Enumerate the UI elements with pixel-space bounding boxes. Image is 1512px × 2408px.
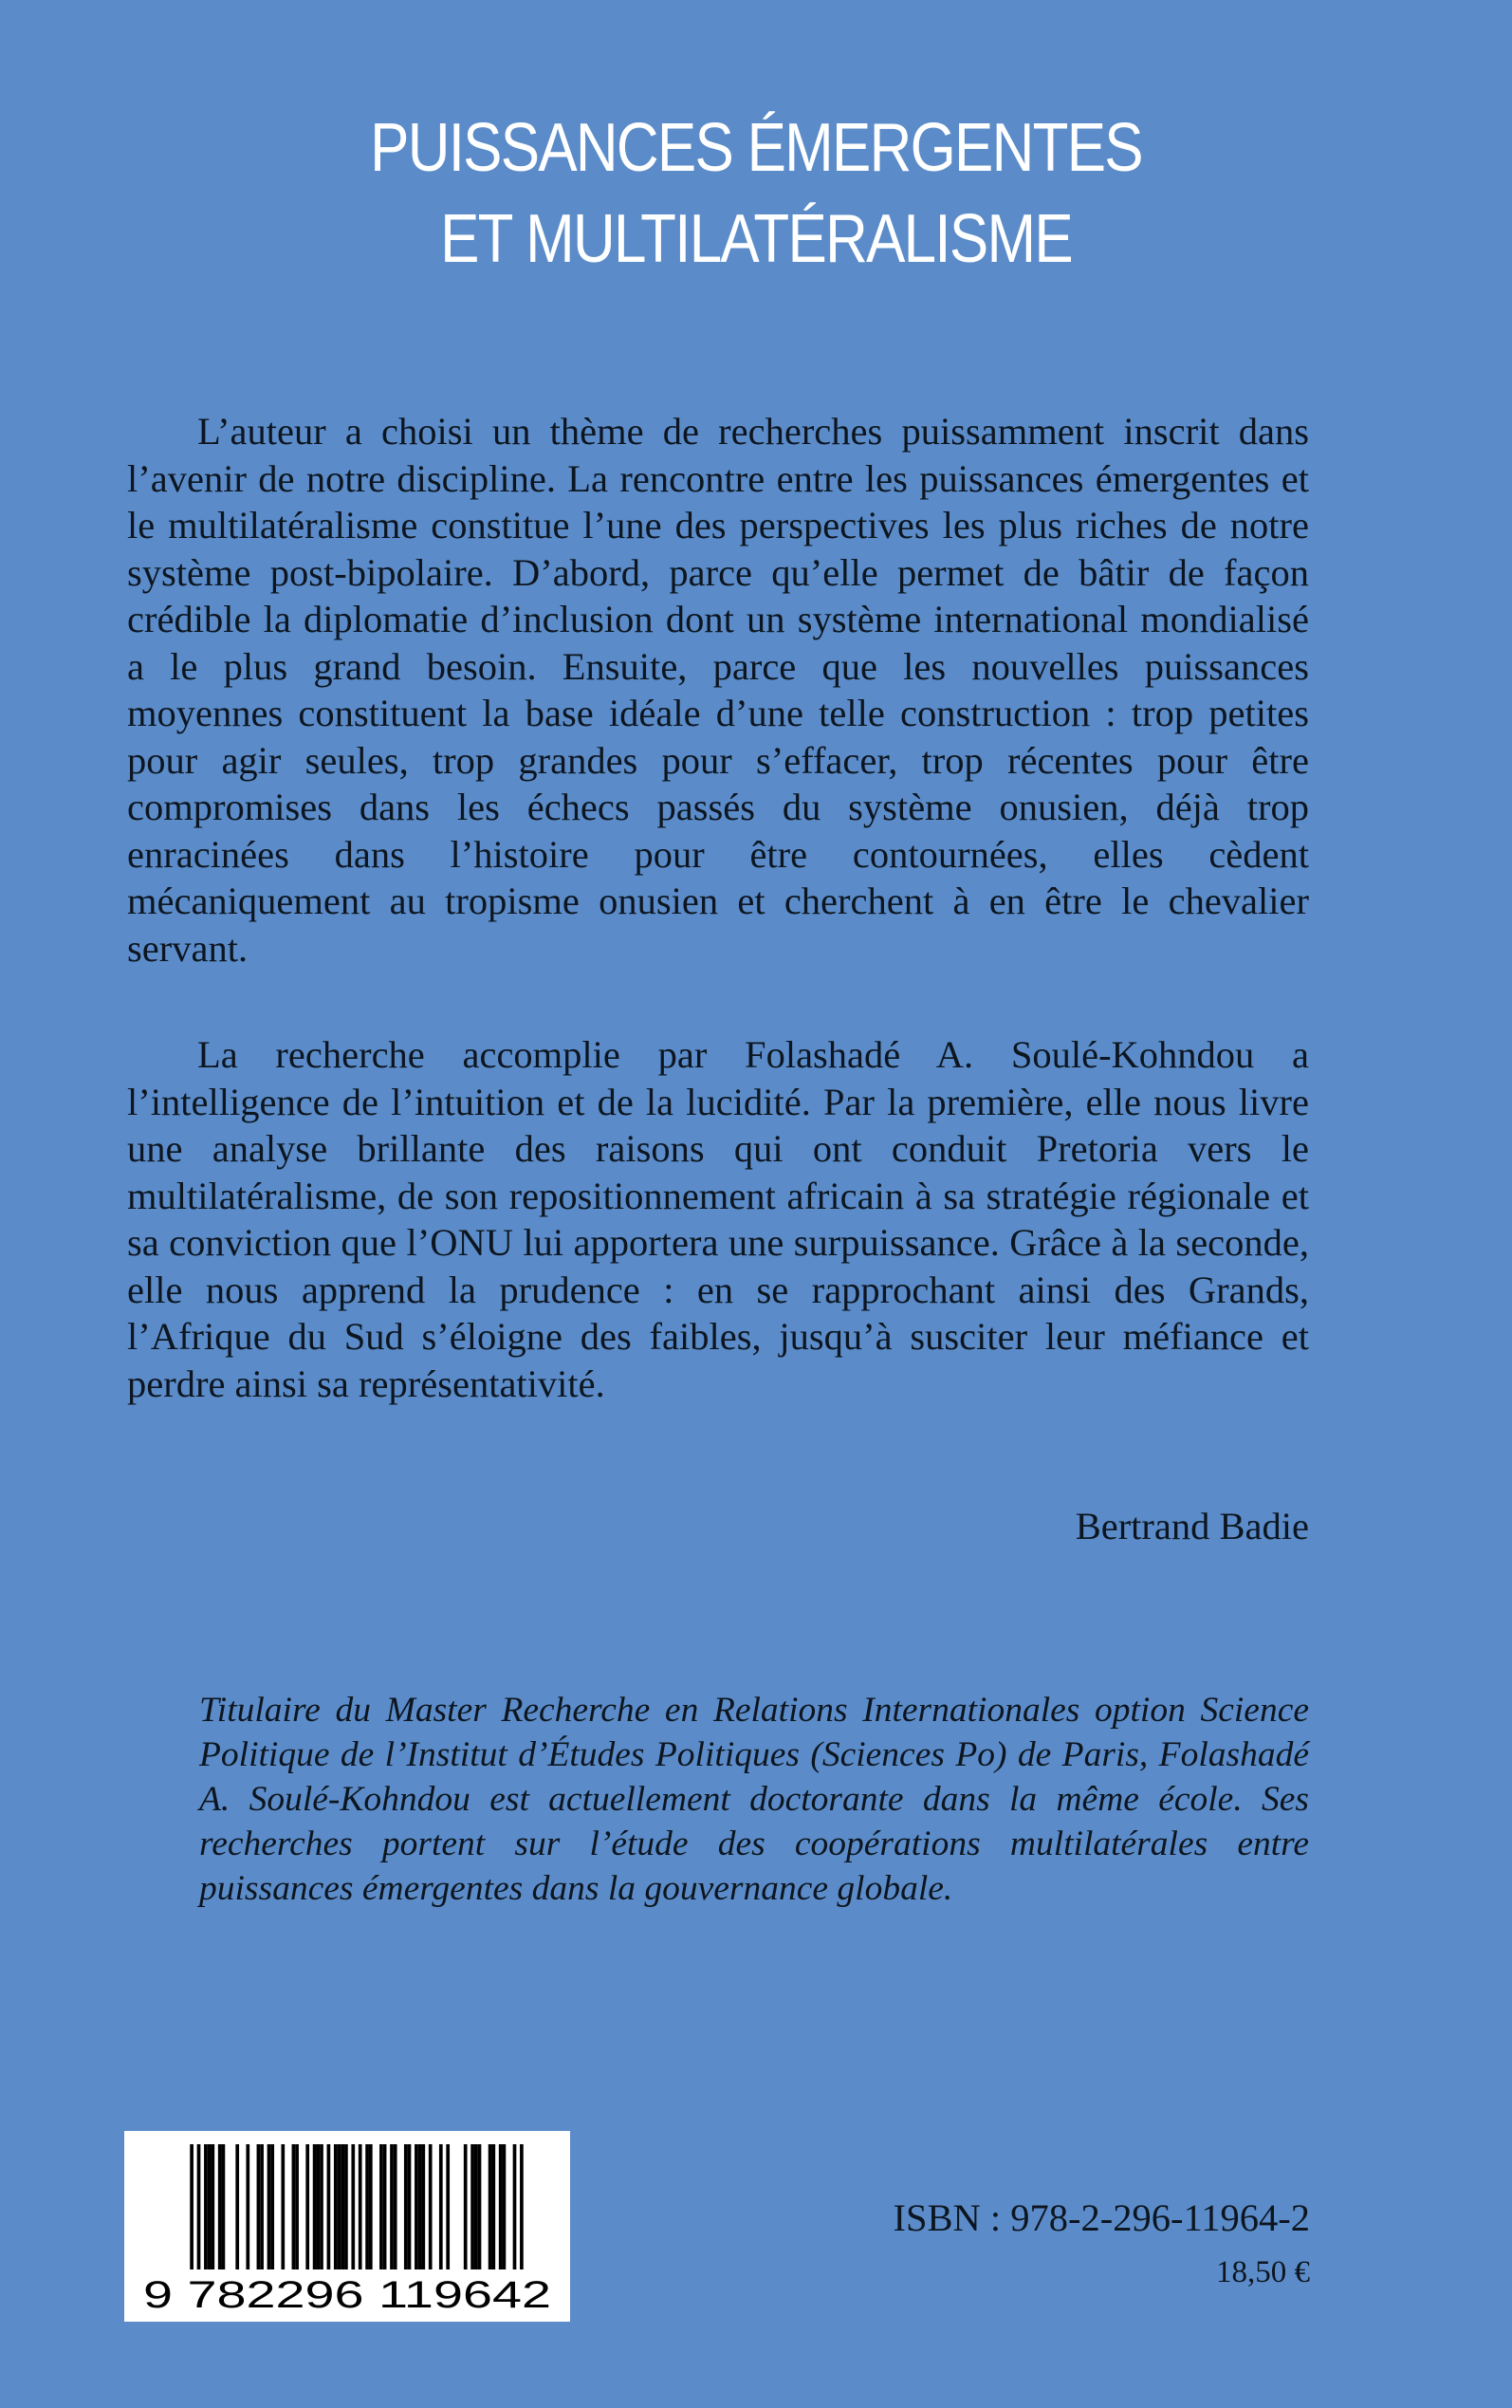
barcode-bar [351, 2144, 355, 2269]
barcode-bar [421, 2144, 425, 2269]
barcode-bar [267, 2144, 271, 2269]
barcode-bar [190, 2144, 194, 2269]
barcode-bar [218, 2144, 222, 2269]
barcode-bar [235, 2144, 239, 2269]
barcode-bar [394, 2144, 397, 2269]
barcode-bar [408, 2144, 412, 2269]
barcode-bar [499, 2144, 503, 2269]
preface-paragraph-1 [127, 408, 1309, 972]
barcode-bar [446, 2144, 450, 2269]
barcode-bar [369, 2144, 373, 2269]
barcode-bar [208, 2144, 212, 2269]
barcode-bar [491, 2144, 495, 2269]
barcode-bar [503, 2144, 507, 2269]
barcode-bar [520, 2144, 524, 2269]
barcode-bar [222, 2144, 226, 2269]
barcode-bar [305, 2144, 309, 2269]
barcode-bar [464, 2144, 468, 2269]
barcode-bar [418, 2144, 422, 2269]
author-bio: Titulaire du Master Recherche en Relations Internationales option Science Politique de l’Institut d’Études Politiques (Sciences Po) de Paris, Folashadé A. Soulé-Kohndou est actuellement doctorante dans la même école. Ses recherches portent sur l’étude des coopérations multilatérales entre puissances émergentes dans la gouvernance globale. [199, 1691, 1309, 1908]
isbn: ISBN : 978-2-296-11964-2 [893, 2196, 1310, 2239]
barcode-bar [334, 2144, 338, 2269]
barcode-bar [478, 2144, 482, 2269]
barcode-graphic [124, 2131, 570, 2322]
barcode-bar [313, 2144, 317, 2269]
barcode-bar [327, 2144, 331, 2269]
barcode-bar [390, 2144, 394, 2269]
barcode-bar [341, 2144, 344, 2269]
barcode-bar [513, 2144, 517, 2269]
title-line-1: PUISSANCES ÉMERGENTES [370, 110, 1142, 186]
barcode-bar [489, 2144, 492, 2269]
barcode-bar [359, 2144, 362, 2269]
barcode-bar [338, 2144, 341, 2269]
barcode-bar [404, 2144, 408, 2269]
barcode-bar [281, 2144, 285, 2269]
title-line-2: ET MULTILATÉRALISME [440, 201, 1072, 277]
barcode-bar [415, 2144, 418, 2269]
barcode-bar [383, 2144, 387, 2269]
preface-signature: Bertrand Badie [1075, 1505, 1309, 1547]
preface-paragraph-2-text: La recherche accomplie par Folashadé A. Soulé-Kohndou a l’intelligence de l’intuition et de la lucidité. Par la première, elle nous livre une analyse brillante des raisons qui ont conduit Pretoria vers le multilatéralisme, de son repositionnement africain à sa stratégie régionale et sa conviction que l’ONU lui apportera une surpuissance. Grâce à la seconde, elle nous apprend la prudence : en se rapprochant ainsi des Grands, l’Afrique du Sud s’éloigne des faibles, jusqu’à susciter leur méfiance et perdre ainsi sa représentativité. [127, 1033, 1309, 1405]
barcode-bar [344, 2144, 348, 2269]
barcode-bar [197, 2144, 201, 2269]
barcode-bar [292, 2144, 296, 2269]
barcode-bar [260, 2144, 264, 2269]
barcode-bar [320, 2144, 323, 2269]
barcode-bar [379, 2144, 383, 2269]
barcode [124, 2131, 570, 2322]
book-title [106, 102, 1407, 285]
barcode-digits: 9 782296 119642 [143, 2274, 551, 2316]
barcode-bar [270, 2144, 274, 2269]
barcode-bar [204, 2144, 208, 2269]
preface-paragraph-1-text: L’auteur a choisi un thème de recherches puissamment inscrit dans l’avenir de notre discipline. La rencontre entre les puissances émergentes et le multilatéralisme constitue l’une des perspectives les plus riches de notre système post-bipolaire. D’abord, parce qu’elle permet de bâtir de façon crédible la diplomatie d’inclusion dont un système international mondialisé a le plus grand besoin. Ensuite, parce que les nouvelles puissances moyennes constituent la base idéale d’une telle construction : trop petites pour agir seules, trop grandes pour s’effacer, trop récentes pour être compromises dans les échecs passés du système onusien, déjà trop enracinées dans l’histoire pour être contournées, elles cèdent mécaniquement au tropisme onusien et cherchent à en être le chevalier servant. [127, 410, 1309, 970]
barcode-bar [246, 2144, 249, 2269]
barcode-bar [211, 2144, 214, 2269]
barcode-bar [295, 2144, 299, 2269]
barcode-bar [365, 2144, 369, 2269]
barcode-bar [257, 2144, 261, 2269]
preface-paragraph-2 [127, 1031, 1309, 1407]
barcode-bar [470, 2144, 474, 2269]
price: 18,50 € [1216, 2255, 1310, 2289]
barcode-bar [429, 2144, 433, 2269]
barcode-bar [316, 2144, 320, 2269]
barcode-bar [439, 2144, 443, 2269]
barcode-bar [474, 2144, 478, 2269]
